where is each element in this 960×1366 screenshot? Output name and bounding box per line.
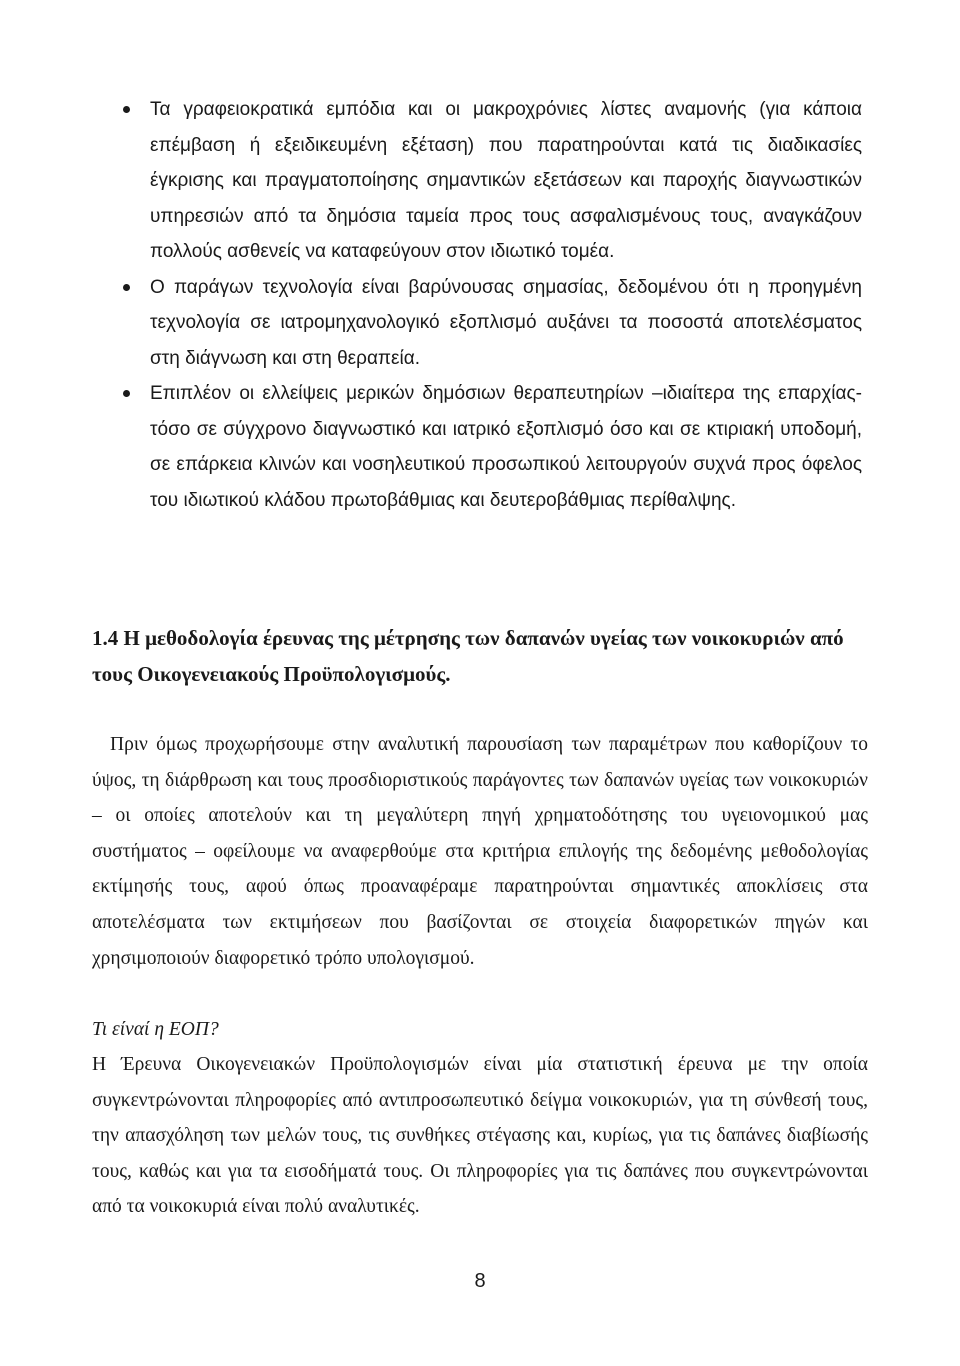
bullet-list <box>92 92 862 518</box>
subsection-paragraph-text: Η Έρευνα Οικογενειακών Προϋπολογισμών είναι μία στατιστική έρευνα με την οποία συγκεντρώνονται πληροφορίες από αντιπροσωπευτικό δείγμα νοικοκυριών, για τη σύνθεσή τους, την απασχόληση των μελών τους, τις συνθήκες στέγασης και, κυρίως, για τις δαπάνες διαβίωσής τους, καθώς και για τα εισοδήματά τους. Οι πληροφορίες για τις δαπάνες που συγκεντρώνονται από τα νοικοκυριά είναι πολύ αναλυτικές. <box>92 1054 868 1218</box>
bullet-text: Επιπλέον οι ελλείψεις μερικών δημόσιων θεραπευτηρίων –ιδιαίτερα της επαρχίας- τόσο σε σύγχρονο διαγνωστικό και ιατρικό εξοπλισμό όσο και σε κτιριακή υποδομή, σε επάρκεια κλινών και νοσηλευτικού προσωπικού λειτουργούν συχνά προς όφελος του ιδιωτικού κλάδου πρωτοβάθμιας και δευτεροβάθμιας περίθαλψης. <box>150 383 862 511</box>
bullet-item <box>92 270 862 377</box>
bullet-dot-icon <box>123 106 130 113</box>
bullet-item <box>92 376 862 518</box>
section-heading: 1.4 Η μεθοδολογία έρευνας της μέτρησης των δαπανών υγείας των νοικοκυριών από τους Οικογενειακούς Προϋπολογισμούς. <box>92 626 844 686</box>
intro-paragraph <box>92 727 868 976</box>
bullet-text: Τα γραφειοκρατικά εμπόδια και οι μακροχρόνιες λίστες αναμονής (για κάποια επέμβαση ή εξειδικευμένη εξέταση) που παρατηρούνται κατά τις διαδικασίες έγκρισης και πραγματοποίησης σημαντικών εξετάσεων και παροχής διαγνωστικών υπηρεσιών από τα δημόσια ταμεία προς τους ασφαλισμένους τους, αναγκάζουν πολλούς ασθενείς να καταφεύγουν στον ιδιωτικό τομέα. <box>150 99 862 262</box>
page-number: 8 <box>474 1270 486 1292</box>
bullet-dot-icon <box>123 390 130 397</box>
bullet-dot-icon <box>123 284 130 291</box>
subsection-paragraph <box>92 1047 868 1225</box>
intro-paragraph-text: Πριν όμως προχωρήσουμε στην αναλυτική παρουσίαση των παραμέτρων που καθορίζουν το ύψος, τη διάρθρωση και τους προσδιοριστικούς παράγοντες των δαπανών υγείας των νοικοκυριών – οι οποίες αποτελούν και τη μεγαλύτερη πηγή χρηματοδότησης του υγειονομικού μας συστήματος – οφείλουμε να αναφερθούμε στα κριτήρια επιλογής της δεδομένης μεθοδολογίας εκτίμησής τους, αφού όπως προαναφέραμε παρατηρούνται σημαντικές αποκλίσεις στα αποτελέσματα των εκτιμήσεων που βασίζονται σε στοιχεία διαφορετικών πηγών και χρησιμοποιούν διαφορετικό τρόπο υπολογισμού. <box>92 734 868 969</box>
subsection-heading: Τι είναί η ΕΟΠ? <box>92 1019 219 1040</box>
bullet-item <box>92 92 862 270</box>
bullet-text: Ο παράγων τεχνολογία είναι βαρύνουσας σημασίας, δεδομένου ότι η προηγμένη τεχνολογία σε ιατρομηχανολογικό εξοπλισμό αυξάνει τα ποσοστά αποτελέσματος στη διάγνωση και στη θεραπεία. <box>150 276 862 369</box>
